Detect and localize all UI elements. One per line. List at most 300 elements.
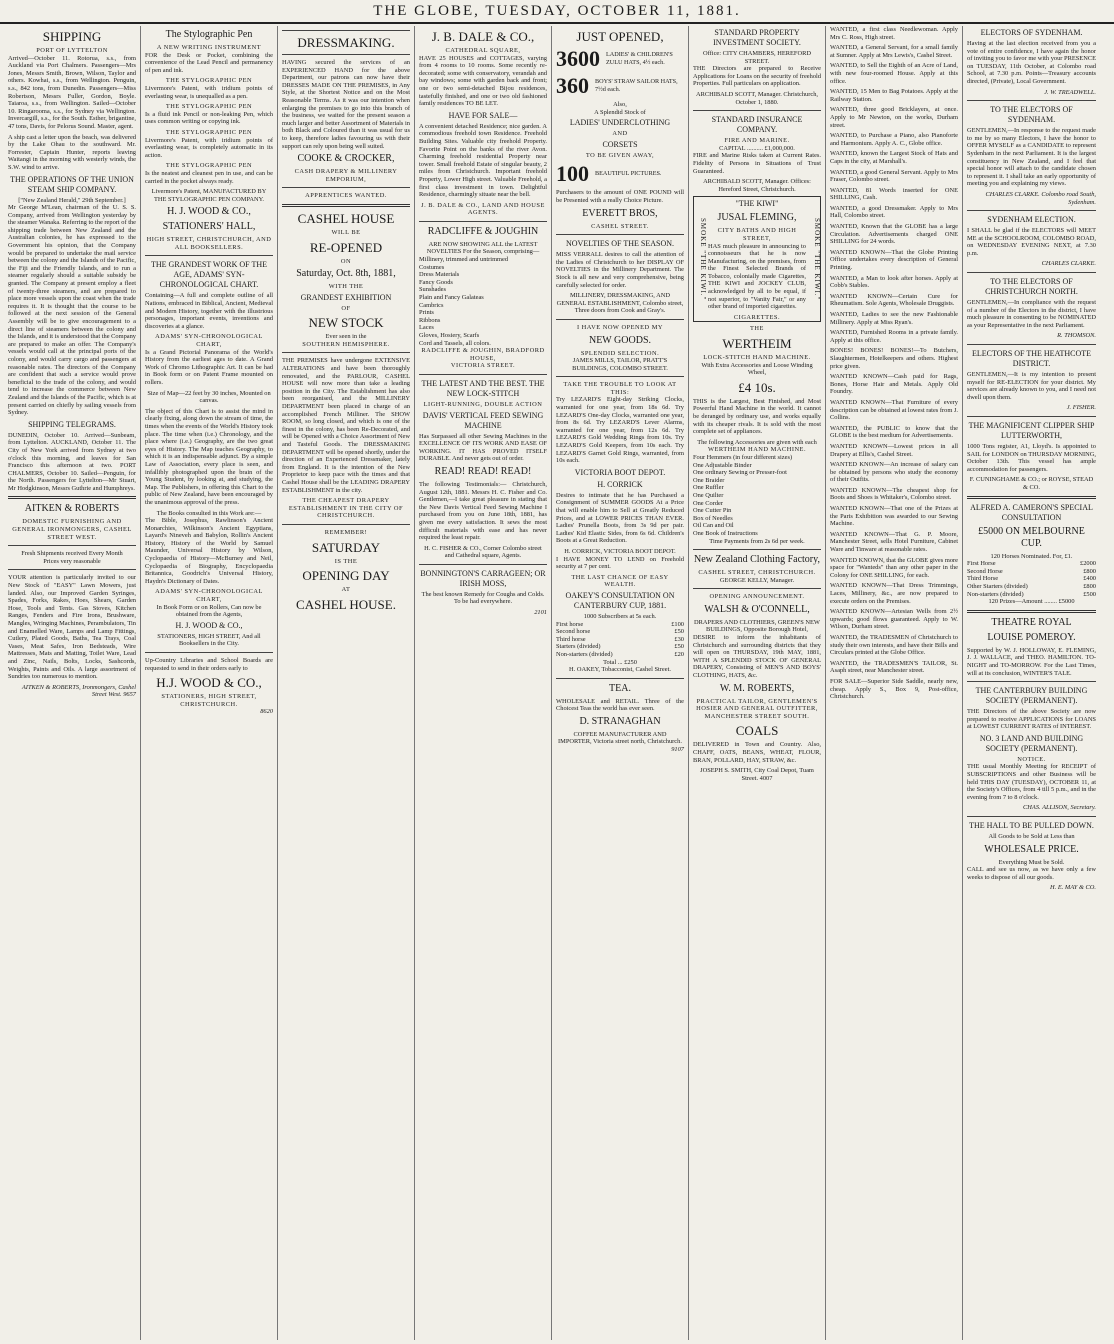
divider [419, 221, 547, 222]
on-label: ON [340, 257, 352, 265]
divider [967, 272, 1096, 273]
divider [693, 549, 821, 550]
prize-label: Second Horse [967, 567, 1003, 575]
divider [967, 100, 1096, 101]
column-8 [963, 26, 1100, 1340]
divider [8, 545, 136, 546]
aitken-fresh: Fresh Shipments received Every Month [21, 550, 123, 558]
remember: REMEMBER! [324, 528, 368, 536]
pen-title: The Stylographic Pen [165, 29, 253, 40]
list-item: Ribbons [419, 316, 441, 324]
allison-signature: CHAS. ALLISON, Secretary. [1023, 804, 1096, 812]
standard-title: STANDARD PROPERTY INVESTMENT SOCIETY. [713, 28, 801, 47]
wanted-ad: WANTED, a good General Servant. Apply to Mrs Fraser, Colombo street. [830, 168, 958, 184]
southern-hemisphere: SOUTHERN HEMISPHERE. [302, 340, 390, 348]
davis-text: Has Surpassed all other Sewing Machines in the EXCELLENCE OF ITS WORK AND EASE OF WORKING. IT HAS PROVED ITSELF DURABLE. And never gets out of order. [419, 432, 547, 463]
lezard-text: Try LEZARD'S Eight-day Striking Clocks, warranted for one year, from 18s 6d. Try LEZARD'S One-day Clocks, warranted one year, from 8s 6d. Try LEZARD'S Lever Alarms, warranted for one year, from 12s 6d. Try LEZARD'S Gold Wedding Rings from 10s. Try LEZARD'S Gold Keepers, from 10s each. Try LEZARD'S Garnet Gold Rings, warranted, from 10s each. [556, 396, 684, 465]
wanted-ad: WANTED KNOWN—An increase of salary can be obtained by persons who study the economy of their Outfits. [830, 461, 958, 484]
list-item: Four Hemmers (in four different sizes) [693, 453, 793, 461]
shipping-heading: SHIPPING [42, 29, 102, 44]
list-item: Costumes [419, 263, 445, 271]
prize-amount: £2000 [1080, 560, 1096, 568]
prize-amount: £500 [1083, 590, 1096, 598]
kiwi-title: "THE KIWI" [735, 199, 779, 209]
theatre-sub: LOUISE POMEROY. [987, 631, 1076, 643]
nz-address: CASHEL STREET, CHRISTCHURCH. [698, 569, 816, 577]
list-item: One Corder [693, 499, 723, 507]
table-row [967, 560, 1096, 568]
ops-source: ["New Zealand Herald," 29th September.] [18, 196, 126, 204]
wood-sub: STATIONERS' HALL, [162, 221, 256, 233]
fisher-signature: H. C. FISHER & CO., Corner Colombo street and Cathedral square, Agents. [424, 544, 542, 560]
list-item: Oil Can and Oil [693, 522, 734, 530]
corrick-text: Desires to intimate that he has Purchased a Consignment of SUMMER GOODS At a Price that will enable him to Sell at Greatly Reduced Prices, and at LOWER PRICES THAN EVER. Ladies' Prunella Boots, from 3s 9d per pair. Ladies' Kid Elastic Sides, from 6s 6d. Children's Boots at a Great Reduction. [556, 491, 684, 545]
reopen-date: Saturday, Oct. 8th, 1881, [296, 268, 396, 280]
wanted-ad: WANTED KNOWN—Cash paid for Rags, Bones, Horse Hair and Metals. Apply Old Foundry. [830, 373, 958, 396]
victoria-boot-depot: VICTORIA BOOT DEPOT. [574, 467, 666, 477]
novelties-title: NOVELTIES OF THE SEASON. [565, 239, 674, 249]
walsh-sub: DRAPERS AND CLOTHIERS, GREEN'S NEW BUILDINGS, Opposite Borough Hotel, [694, 618, 820, 634]
bonnington-title: BONNINGTON'S CARRAGEEN; OR IRISH MOSS, [420, 568, 546, 588]
list-item: Box of Needles [693, 514, 733, 522]
smith-signature: JOSEPH S. SMITH, City Coal Depot, Tuam Street. 4007 [700, 767, 814, 782]
cooke-title: COOKE & CROCKER, [297, 153, 395, 165]
prize-label: First Horse [967, 560, 996, 568]
pen-sub: A NEW WRITING INSTRUMENT [156, 44, 262, 51]
insurance-signature: ARCHIBALD SCOTT, Manager. Offices: Hereford Street, Christchurch. [703, 178, 811, 193]
list-item: Sunshades [419, 286, 446, 294]
ops-text: Mr George M'Lean, chairman of the U. S. S. Company, arrived from Wellington yesterday by the steamer Wanaka. Referring to the report of the shipping trade between New Zealand and the Australian colonies, he has expressed to the Government his opinion, that the Company would be prepared to undertake the mail service between the colony and the Islands of the Pacific, the Fiji and the Friendly Islands, and to run a steamer regularly should a suitable subsidy be granted. The Company at present employ a fleet of twenty-three steamers, and are prepared to place more vessels upon the coast when the trade requires it. It is thought that the course to be followed at the next session of the General Assembly will be to give encouragement to a direct line of steamers between the colony and the Islands, and it is understood that the Company are prepared to make an offer. The Company's vessels would call at the principal ports of the colony, and would carry cargo and passengers at reasonable rates. The directors of the Company are confident that such a service would prove beneficial to the trade of the colony, and would tend to increase the commerce between New Zealand and the Islands of the Pacific, which is at present carried on chiefly by sailing vessels from Sydney. [8, 204, 137, 417]
everett-address: CASHEL STREET. [591, 222, 649, 230]
radcliffe-list [419, 256, 547, 347]
insurance-title: STANDARD INSURANCE COMPANY. [711, 115, 803, 135]
corrick-title: H. CORRICK [597, 479, 643, 489]
divider [8, 569, 136, 570]
meet-text: I SHALL be glad if the ELECTORS will MEET ME at the SCHOOLROOM, COLOMBO ROAD, on WEDNESDAY EVENING NEXT, at 7.30 p.m. [967, 227, 1096, 257]
treadwell-signature: J. W. TREADWELL. [1044, 88, 1096, 96]
sydenham-title: ELECTORS OF SYDENHAM. [980, 28, 1083, 37]
divider [282, 30, 410, 31]
everett-title: EVERETT BROS, [582, 207, 658, 219]
column-2 [141, 26, 278, 1340]
divider [556, 319, 684, 320]
given-away: TO BE GIVEN AWAY, [585, 151, 655, 159]
pen-text: FOR the Desk or Pocket, combining the convenience of the Lead Pencil and permanency of pen and ink. [145, 51, 273, 74]
wanted-ad: WANTED, three good Bricklayers, at once. Apply to Mr Newton, on the works, Durham street. [830, 106, 958, 129]
wanted-ad: WANTED, Furnished Rooms in a private family. Apply at this office. [830, 329, 958, 344]
roberts-title: W. M. ROBERTS, [719, 682, 795, 694]
canterbury-text: THE Directors of the above Society are now prepared to receive APPLICATIONS for LOANS at LOWEST CURRENT RATES of INTEREST. [967, 708, 1096, 731]
take-trouble: TAKE THE TROUBLE TO LOOK AT THIS: [563, 381, 677, 396]
novelties-text: MISS VERRALL desires to call the attention of the Ladies of Christchurch to her DISPLAY OF NOVELTIES in the Millinery Department. The Stock is all new and very comprehensive, being carefully selected for order. [556, 251, 684, 289]
pen-repeat-2: THE STYLOGRAPHIC PEN [165, 103, 253, 111]
table-row [967, 568, 1096, 576]
radcliffe-sign: RADCLIFFE & JOUGHIN, BRADFORD HOUSE, [421, 347, 545, 362]
cashel-text: THE PREMISES have undergone EXTENSIVE ALTERATIONS and have been thoroughly renovated, and the PARLOUR, CASHEL HOUSE will now more than take a leading position in the City. The Establishment has also been reorganised, and the MILLINERY DEPARTMENT been placed in charge of an accomplished French Milliner. The SHOW ROOM, so long closed, and which is one of the finest in the colony, has been Re-Decorated, and will be Opened with a Choice Assortment of New and Tasteful Goods. The DRESSMAKING DEPARTMENT will be opened shortly, under the direction of an Experienced Dressmaker, lately from England. It is the intention of the New Proprietor to keep pace with the times and that Cashel House shall be the LEADING DRAPERY ESTABLISHMENT in the city. [282, 357, 410, 494]
wanted-ad: FOR SALE—Superior Side Saddle, nearly new, cheap. Apply S., Box 9, Post-office, Christchurch. [830, 677, 958, 701]
cameron-title: ALFRED A. CAMERON'S SPECIAL CONSULTATION [970, 502, 1093, 522]
list-item: One Braider [693, 476, 725, 484]
column-5 [552, 26, 689, 1340]
with-the: WITH THE [328, 283, 364, 291]
oakey-title: OAKEY'S CONSULTATION ON CANTERBURY CUP, 1881. [565, 590, 675, 610]
fisher-signature: J. FISHER. [1066, 404, 1096, 412]
wholesale-price: WHOLESALE PRICE. [984, 843, 1079, 855]
stranaghan-sub: COFFEE MANUFACTURER AND IMPORTER, Victoria street north, Christchurch. [558, 730, 682, 746]
prize-amount: £400 [1083, 575, 1096, 583]
wanted-ad: WANTED, the PUBLIC to know that the GLOBE is the best medium for Advertisements. [830, 424, 958, 440]
dressmaking-text: HAVING secured the services of an EXPERIENCED HAND for the above Department, our patrons can now have their DRESSES MADE ON THE PREMISES, in Any Style, at the Shortest Notice and on the Most Reasonable Terms. As it was our intention when enlarging the premises to go into this branch of the business, we waited for the present season a much larger and better Assortment of Materials in both Black and Coloured than it was usual for us to keep, therefore ladies favouring us with their support can rely upon being well suited. [282, 59, 410, 150]
thomson-signature: R. THOMSON. [1057, 332, 1096, 340]
accessories-list [693, 454, 821, 538]
divider [967, 416, 1096, 417]
heathcote-text: GENTLEMEN,—It is my intention to present myself for RE-ELECTION for your district. My services are already known to you, and I need not dwell upon them. [967, 371, 1096, 401]
wood-big-sub: STATIONERS, HIGH STREET, CHRISTCHURCH. [161, 693, 257, 708]
radcliffe-title: RADCLIFFE & JOUGHIN [427, 225, 539, 237]
wanted-ad: WANTED, Known that the GLOBE has a large Circulation. Advertisements charged ONE SHILLING for 24 words. [830, 223, 958, 246]
number-360: 360 [556, 73, 589, 98]
chart-desc: Is a Grand Pictorial Panorama of the World's History from the earliest ages to date. A Grand Work of Chromo Lithographic Art. It can be had in Book form or on Patent Frame mounted on rollers. [145, 348, 273, 386]
canterbury-title: THE CANTERBURY BUILDING SOCIETY (PERMANENT). [975, 686, 1088, 706]
divider [419, 374, 547, 375]
wertheim-the: THE [750, 325, 764, 333]
list-item: One Ruffler [693, 484, 724, 492]
sydenham2-text: GENTLEMEN,—In response to the request made to me by so many Electors, I have the honor to OFFER MYSELF as a CANDIDATE to represent Sydenham in the next Parliament. It is the largest constituency in New Zealand, and I feel that special honor will attach to the candidate chosen to represent it. I shall take an early opportunity of meeting you and explaining my views. [967, 127, 1096, 188]
tea-title: TEA. [609, 682, 631, 694]
wanted-ad: WANTED, 81 Words inserted for ONE SHILLING, Cash. [830, 186, 958, 202]
also: Also, [613, 101, 627, 108]
dressmaking-title: DRESSMAKING. [297, 35, 395, 50]
prize-amount: £800 [1083, 567, 1096, 575]
wanted-ad: WANTED, a Man to look after horses. Apply at Cobb's Stables. [830, 274, 958, 290]
bonnington-text: The best known Remedy for Coughs and Colds. To be had everywhere. [421, 590, 545, 606]
walsh-title: WALSH & O'CONNELL, [704, 603, 810, 615]
oakey-total: Total ... £250 [603, 658, 637, 666]
standard-office: Office: CITY CHAMBERS, HEREFORD STREET. [703, 50, 811, 65]
at-label: AT [341, 586, 351, 594]
nz-clothing: New Zealand Clothing Factory, [694, 554, 820, 566]
aitken-title: AITKEN & ROBERTS [24, 503, 120, 515]
sydenham2-title: TO THE ELECTORS OF SYDENHAM. [990, 105, 1073, 125]
wanted-ad: WANTED KNOWN, that the GLOBE gives more space for "Wanteds" than any other paper in the Colony for ONE SHILLING, for each. [830, 556, 958, 579]
splendid-stock: A Splendid Stock of [594, 108, 646, 116]
divider [8, 496, 136, 499]
last-chance: THE LAST CHANCE OF EASY WEALTH. [571, 573, 669, 589]
divider [693, 110, 821, 111]
wanted-ad: BONES! BONES! BONES!—To Butchers, Slaughtermen, Hotelkeepers and others. Highest price given. [830, 347, 958, 370]
clipper-title: THE MAGNIFICENT CLIPPER SHIP LUTTERWORTH, [968, 421, 1095, 440]
cheapest: THE CHEAPEST DRAPERY ESTABLISHMENT IN THE CITY OF CHRISTCHURCH. [288, 497, 404, 520]
wanted-ad: WANTED KNOWN—That the Globe Printing Office undertakes every description of General Printing. [830, 248, 958, 272]
wanted-ad: WANTED, the TRADESMEN'S TAILOR, St. Asaph street, near Manchester street. [830, 659, 958, 675]
lockstitch-sub: LIGHT-RUNNING, DOUBLE ACTION [423, 400, 543, 408]
oakey-sub: 1000 Subscribers at 5s each. [583, 612, 657, 620]
divider [967, 210, 1096, 211]
column-4 [415, 26, 552, 1340]
call-text: CALL and see us now, as we have only a few weeks to dispose of all our goods. [967, 866, 1096, 881]
ops-heading: THE OPERATIONS OF THE UNION STEAM SHIP COMPANY. [10, 174, 134, 194]
chart-body: The object of this Chart is to assist the mind in clearly fixing, along down the stream of time, the times when the events of the World's History took place. The time when (i.e.) Chronology, and the place where (i.e.) Geography, are the two great eyes of History. The Map teaches Geography, to which it is an indispensable adjunct. By a simple Law of Association, every place is seen, and infallibly photographed upon the brain of the Young Student, by looking at, and studying, the Map. The Publishers, in offering this Chart to the public of New Zealand, have been encouraged by the unanimous approval of the press. [145, 407, 273, 506]
list-item: One Adjustable Binder [693, 461, 752, 469]
list-item: Plain and Fancy Galateas [419, 294, 484, 302]
chart-books-title: The Books consulted in this Work are:— [156, 509, 262, 517]
divider [967, 496, 1096, 499]
column-6 [689, 26, 826, 1340]
dale-title: J. B. DALE & CO., [431, 29, 535, 44]
divider [282, 54, 410, 55]
kiwi-side-left: SMOKE "THE KIWI." [699, 218, 707, 301]
lockstitch-title: THE LATEST AND THE BEST. THE NEW LOCK-STITCH [421, 378, 545, 398]
divider [282, 204, 410, 207]
sale-items: A convenient detached Residence; nice garden. A commodious freehold town Residence. Freehold Building Sites. Valuable city freehold Property. Favorite Point on the banks of the river Avon. Charming freehold residential Property near tower. Small freehold Estate of singular beauty, 2 miles from Christchurch. Important freehold Property, Lower High street. Valuable Freehold, a first class investment in town. Delightful Residence, charmingly situate near the bell. [419, 122, 547, 199]
meet-title: SYDENHAM ELECTION. [987, 215, 1076, 225]
dale-sub: CATHEDRAL SQUARE, [445, 47, 521, 54]
land-title: NO. 3 LAND AND BUILDING SOCIETY (PERMANENT). [979, 733, 1084, 753]
ever-seen: Ever seen in the [325, 333, 367, 341]
wanted-ad: WANTED, a General Servant, for a small family at Sumner. Apply at Mrs Lewis's, Cashel Street. [830, 44, 958, 59]
wanted-ad: WANTED, to Sell the Eighth of an Acre of Land, with new four-roomed House. Apply at this office. [830, 62, 958, 85]
table-row [556, 643, 684, 651]
prize-amount: £30 [674, 635, 684, 643]
verrall-signature: MILLINERY, DRESSMAKING, AND GENERAL ESTABLISHMENT, Colombo street, Three doors from Cook and Gray's. [556, 292, 684, 315]
prize-label: Starters (divided) [556, 643, 601, 651]
meet-signature: CHARLES CLARKE. [1041, 260, 1096, 268]
aitken-text: YOUR attention is particularly invited to our New Stock of "EASY" Lawn Mowers, just landed. Also, our Improved Garden Syringes, Spades, Forks, Rakes, Hoes, Shears, Garden Hose, Tools and Tents. Gas Stoves, Kitchen Ranges, Fenders and Fire Irons, Brushware, Mangles, Wringing Machines, Perambulators, Tin and Enamelled Ware, Lamps and Lamp Fittings, Cutlery, Plated Goods, Baths, Tea Trays, Coal Vases, Meat Safes, Iron Bedsteads, Wire Mattresses, Mats and Matting, Toilet Ware, Lead and Zinc, Nails, Bolts, Locks, Sashcords, Weights, Paints and Oils. A large assortment of Sundries too numerous to mention. [8, 574, 136, 681]
chart-books: The Bible, Josephus, Rawlinson's Ancient Monarchies, Wilkinson's Ancient Egyptians, Layard's Nineveh and Babylon, Rollin's Ancient History, History of the World by Samuel Maunder, Universal History by Wilson, Cyclopaedia of History—McBurney and Neil, Cyclopaedia of Biography, Encyclopaedia Britannica, Goodrich's Universal History, Haydn's Dictionary of Dates. [145, 517, 273, 585]
table-row [556, 621, 684, 629]
time-payment: Time Payments from 2s 6d per week. [709, 537, 805, 545]
wanted-ad: WANTED, known the Largest Stock of Hats and Caps in the city, at Marshall's. [830, 150, 958, 165]
wood-title: H. J. WOOD & CO., [167, 206, 251, 218]
prize-label: Third horse [556, 635, 586, 643]
wertheim-price: £4 10s. [738, 379, 776, 395]
bonnington-number: 2101 [534, 609, 547, 617]
wertheim-sub: LOCK-STITCH HAND MACHINE. [703, 354, 811, 362]
wanted-ad: WANTED, Ladies to see the new Fashionable Millinery. Apply at Miss Ryan's. [830, 311, 958, 326]
wanted-ad: WANTED KNOWN—Lowest prices in all Drapery at Ellis's, Cashel Street. [830, 442, 958, 458]
wanted-ad: WANTED, 15 Men to Bag Potatoes. Apply at the Railway Station. [830, 88, 958, 103]
prize-amount: £50 [674, 643, 684, 651]
hall-text: All Goods to be Sold at Less than [988, 833, 1075, 841]
divider [282, 524, 410, 525]
stranaghan-number: 9107 [671, 746, 684, 754]
will-be: WILL BE [331, 228, 361, 236]
standard-text: THE Directors are prepared to Receive Applications for Loans on the security of freehold Properties. Full particulars on application. [693, 65, 821, 88]
wanted-list [830, 26, 958, 701]
column-7 [826, 26, 963, 1340]
kiwi-name: JUSAL FLEMING, [717, 212, 797, 224]
telegrams-heading: SHIPPING TELEGRAMS. [28, 419, 116, 429]
number-row-360 [556, 74, 684, 98]
pen-repeat-1: THE STYLOGRAPHIC PEN [165, 77, 253, 85]
new-stock: NEW STOCK [308, 315, 384, 331]
splendid-selection: SPLENDID SELECTION. [580, 349, 660, 357]
wanted-ad: WANTED KNOWN—The cheapest shop for Boots and Shoes is Whitaker's, Colombo street. [830, 486, 958, 502]
prize-label: Third Horse [967, 575, 999, 583]
table-row [556, 651, 684, 659]
table-row [967, 583, 1096, 591]
wood-address: HIGH STREET, CHRISTCHURCH, AND ALL BOOKSELLERS. [146, 236, 272, 251]
wanted-ad: WANTED, a good Dressmaker. Apply to Mrs Hall, Colombo street. [830, 204, 958, 220]
grandest-exhibition: GRANDEST EXHIBITION [300, 292, 392, 302]
wanted-ad: WANTED, the TRADESMEN of Christchurch to study their own interests, and have their Bills and Circulars printed at the Globe Office. [830, 633, 958, 657]
hall-title: THE HALL TO BE PULLED DOWN. [969, 821, 1094, 831]
prize-label: Non-starters (divided) [967, 590, 1024, 598]
list-item: One Cutter Pin [693, 507, 732, 515]
chart-title: THE GRANDEST WORK OF THE AGE, ADAMS' SYN-CHRONOLOGICAL CHART. [150, 260, 267, 290]
wanted-ad: WANTED KNOWN—That Dress Trimmings, Laces, Millinery, &c., are now prepared to execute orders on the Premises. [830, 582, 958, 605]
cunningham-signature: F. CUNINGHAME & CO.; or ROYSE, STEAD & CO. [969, 476, 1094, 491]
roberts-sub: PRACTICAL TAILOR, GENTLEMEN'S HOSIER AND GENERAL OUTFITTER, MANCHESTER STREET SOUTH. [696, 697, 818, 720]
walsh-text: DESIRE to inform the inhabitants of Christchurch and surrounding districts that they will open on THURSDAY, 19th MAY, 1881, WITH A SPLENDID STOCK OF GENERAL DRAPERY, Consisting of MEN'S AND BOYS' CLOTHING, HATS, &c. [693, 634, 821, 680]
table-row [556, 628, 684, 636]
prize-label: Non-starters (divided) [556, 650, 613, 658]
divider [556, 234, 684, 235]
corrick-signature: H. CORRICK, VICTORIA BOOT DEPOT. [564, 547, 676, 555]
cooke-sub: CASH DRAPERY & MILLINERY EMPORIUM, [294, 168, 398, 183]
money-to-lend: I HAVE MONEY TO LEND on Freehold security at 7 per cent. [556, 555, 684, 571]
wood-big: H.J. WOOD & CO., [156, 675, 262, 691]
victoria-street: VICTORIA STREET. [450, 362, 516, 370]
divider [693, 588, 821, 589]
cameron-prize-table [967, 560, 1096, 598]
opening-day: OPENING DAY [302, 568, 390, 584]
prize-label: Second horse [556, 628, 591, 636]
dale-address: J. B. DALE & CO., LAND AND HOUSE AGENTS. [421, 201, 545, 217]
wanted-ad: WANTED, a first class Needlewoman. Apply Mrs C. Ross, High street. [830, 26, 958, 41]
insurance-text: FIRE and Marine Risks taken at Current Rates. Fidelity of Persons in Situations of Trust Guaranteed. [693, 152, 821, 175]
list-item: One Quilter [693, 491, 724, 499]
list-item: Dress Materials [419, 271, 460, 279]
divider [967, 816, 1096, 817]
prize-amount: £50 [674, 628, 684, 636]
number-360-text: BOYS' STRAW SAILOR HATS, 7½d each. [595, 78, 678, 93]
telegrams-text: DUNEDIN, October 10. Arrived—Sunbeam, from Lyttelton. AUCKLAND, October 11. The City of New York arrived from Sydney at two o'clock this morning, and leaves for San Francisco this afternoon at two. PORT CHALMERS, October 10. Sailed—Penguin, for the North. Passengers for Lyttelton—Mr Stuart, Mr Hodgkinson, Messrs Guthrie and Humphreys. [8, 431, 136, 492]
shipping-text: Arrived—October 11. Rotorua, s.s., from Auckland via Port Chalmers. Passengers—Mrs Jones, Messrs Smith, Brown, Wilson, Taylor and others. Kowhai, s.s., from Wellington. Penguin, s.s., 842 tons, from Dunedin. Passengers—Miss Robertson, Messrs Fuller, Gordon, Boyle. Taiaroa, s.s., from Wellington. Sailed—October 10. Ringarooma, s.s., for Sydney via Wellington. Invercargill, s.s., for the South. Esther, brigantine, 47 tons, Davis, for Pelorus Sound. Master, agent. [8, 54, 136, 130]
list-item: Millinery, trimmed and untrimmed [419, 256, 509, 264]
new-goods-intro: I HAVE NOW OPENED MY [576, 323, 664, 331]
masthead: THE GLOBE, TUESDAY, OCTOBER 11, 1881. [0, 0, 1114, 24]
standard-signature: ARCHIBALD SCOTT, Manager. Christchurch, October 1, 1880. [696, 90, 818, 106]
adams-sold: In Book Form or on Rollers, Can now be obtained from the Agents, [156, 603, 262, 619]
wertheim-text: THIS is the Largest, Best Finished, and Most Powerful Hand Machine in the world. It cannot be deranged by ordinary use, and works equally with its cheaper rivals. It is sold with the most complete set of appliances. [693, 397, 821, 436]
divider [282, 352, 410, 353]
just-opened: JUST OPENED, [576, 29, 664, 44]
adams-repeat: ADAMS' SYN-CHRONOLOGICAL CHART, [155, 588, 263, 604]
list-item: Cord and Tassels, all colors. [419, 339, 491, 347]
mills-signature: JAMES MILLS, TAILOR, PRATT'S BUILDINGS, COLOMBO STREET. [572, 357, 668, 372]
wertheim-cover: With Extra Accessories and Loose Winding Wheel, [701, 361, 813, 377]
cashel-house-end: CASHEL HOUSE. [296, 596, 396, 612]
column-3 [278, 26, 415, 1340]
cashel-title: CASHEL HOUSE [297, 210, 395, 226]
prize-amount: £20 [674, 650, 684, 658]
pen-note-1: Livermore's Patent, with iridium points of everlasting wear, is unequalled as a pen. [145, 84, 273, 100]
theatre-title: THEATRE ROYAL [991, 616, 1072, 628]
notice-text: THE usual Monthly Meeting for RECEIPT of SUBSCRIPTIONS and other Business will be held THIS DAY (TUESDAY), OCTOBER 11, at the Society's Offices, from 4 till 5 p.m., and in the evening from 7 to 8 o'clock. [967, 763, 1096, 801]
divider [419, 564, 547, 565]
insurance-sub: FIRE AND MARINE. [724, 137, 790, 145]
sydenham-text: Having at the last election received from you a vote of entire confidence, I have again the honor of inviting you to favor me with your PRESENCE on TUESDAY, 11th October, at Colombo road School, at 7.30 p.m. Points—Treasury accounts directed, (Private), Local Government. [967, 40, 1096, 85]
list-item: Fancy Goods [419, 278, 453, 286]
wanted-ad: WANTED KNOWN—That Furniture of every description can be obtained at lowest rates from J. Collins. [830, 398, 958, 422]
divider [556, 376, 684, 377]
table-row [967, 591, 1096, 599]
pen-note-4: Is the neatest and cleanest pen in use, and can be carried in the pocket always ready. [145, 169, 273, 185]
list-item: Cambrics [419, 301, 444, 309]
coals-title: COALS [735, 723, 779, 739]
wood-number: 8620 [260, 708, 273, 716]
cameron-sub: £5000 ON MELBOURNE CUP. [978, 525, 1085, 549]
theatre-text: Supported by W. J. HOLLOWAY, E. FLEMING, J. J. WALLACE, and THEO. HAMILTON. TO-NIGHT and TO-MORROW. For the Last Times, will at its conclusion, WINTER'S TALE. [967, 646, 1096, 677]
agents-note: Up-Country Libraries and School Boards are requested to send in their orders early to [145, 657, 273, 672]
divider [967, 681, 1096, 682]
read-text: The following Testimonials:— Christchurch, August 12th, 1881. Messrs H. C. Fisher and Co. Gentlemen,—I take great pleasure in stating that the New Davis Vertical Feed Sewing Machine I purchased from you on June 18th, 1881, has given me every satisfaction. It sews the most difficult materials with ease and has never required the least repair. [419, 480, 547, 542]
number-row-100 [556, 162, 684, 186]
newspaper-columns [4, 26, 1110, 1340]
notice: NOTICE. [1017, 755, 1046, 763]
oakey-signature: H. OAKEY, Tobacconist, Cashel Street. [569, 666, 671, 674]
cameron-total: 120 Prizes—Amount ........ £5000 [988, 598, 1075, 606]
wertheim-hand: WERTHEIM HAND MACHINE. [707, 446, 807, 454]
tea-text: WHOLESALE and RETAIL. Three of the Choicest Teas the world has ever seen. [556, 697, 684, 713]
wood-repeat-address: STATIONERS, HIGH STREET, And all Booksellers in the City. [157, 632, 261, 648]
wanted-ad: WANTED KNOWN—That G. P. Moore, Manchester Street, sells Hotel Furniture, Cabinet Ware and Tinware at reasonable rates. [830, 530, 958, 554]
apprentices-wanted: APPRENTICES WANTED. [305, 192, 387, 200]
divider [145, 255, 273, 256]
new-goods: NEW GOODS. [588, 334, 652, 346]
everything-sold: Everything Must be Sold. [998, 858, 1065, 866]
ship-note: A ship cast a letter upon the beach, was delivered by the Lake Ohau to the southward. Mr. Forrester, Captain Hunter, reports leaving Waitangi in the morning with westerly winds, the S.W. wind to arrive. [8, 133, 136, 171]
christchurch-text: GENTLEMEN,—In compliance with the request of a number of the Electors in the district, I have much pleasure in consenting to be NOMINATED as your Representative in the next Parliament. [967, 299, 1096, 329]
wanted-ad: WANTED KNOWN—That one of the Prizes at the Paris Exhibition was awarded to our Sewing Machine. [830, 505, 958, 528]
capital: CAPITAL .......... £1,000,000. [719, 144, 795, 152]
kiwi-text: HAS much pleasure in announcing to connoisseurs that he is now Manufacturing, on the premises, from the Finest Selected Brands of Tobacco, colonially made Cigarettes, THE KIWI and JOCKEY CLUB, acknowledged by all to be equal, if not superior, to "Vanity Fair," or any other brand of imported cigarettes. [708, 242, 806, 311]
number-row-3600 [556, 47, 684, 71]
read-read: READ! READ! READ! [434, 465, 532, 477]
reopened: RE-OPENED [309, 239, 383, 255]
kiwi-footer: CIGARETTES. [733, 313, 781, 321]
pen-maker: Livermore's Patent, MANUFACTURED BY THE STYLOGRAPHIC PEN COMPANY. [151, 188, 267, 203]
saturday: SATURDAY [311, 539, 381, 555]
list-item: One Book of Instructions [693, 529, 758, 537]
chart-sub: ADAMS' SYN-CHRONOLOGICAL CHART, [155, 333, 263, 349]
coals-text: DELIVERED in Town and Country. Also, CHAFF, OATS, BEANS, WHEAT, FLOUR, BRAN, POLLARD, HAY, STRAW, &c. [693, 741, 821, 764]
shipping-subheading: PORT OF LYTTELTON [36, 47, 108, 54]
prize-amount: £100 [671, 620, 684, 628]
christchurch-title: TO THE ELECTORS OF CHRISTCHURCH NORTH. [985, 277, 1078, 297]
aitken-signature: AITKEN & ROBERTS, Ironmongers, Cashel Street West. 9657 [21, 683, 136, 699]
divider [967, 344, 1096, 345]
may-signature: H. E. MAY & CO. [1050, 884, 1096, 892]
list-item: Prints [419, 309, 434, 317]
stranaghan-title: D. STRANAGHAN [579, 715, 661, 727]
aitken-prices: Prices very reasonable [43, 557, 101, 565]
chart-size: Size of Map—22 feet by 30 inches, Mounted on canvas. [147, 389, 271, 405]
prize-label: Other Starters (divided) [967, 582, 1028, 590]
pen-note-2: Is a fluid ink Pencil or non-leaking Pen, which uses common writing or copying ink. [145, 110, 273, 126]
wanted-ad: WANTED KNOWN—Certain Cure for Rheumatism. Sole Agents, Wholesale Druggists. [830, 292, 958, 308]
wanted-ad: WANTED, to Purchase a Piano, also Pianoforte and Harmonium. Apply A. C., Globe office. [830, 132, 958, 147]
opening-announcement: OPENING ANNOUNCEMENT. [709, 593, 805, 601]
list-item: Gloves, Hosiery, Scarfs [419, 332, 480, 339]
kiwi-advert [693, 196, 821, 322]
kiwi-side-right: SMOKE "THE KIWI." [813, 218, 821, 301]
underclothing: LADIES' UNDERCLOTHING [569, 118, 671, 128]
corsets: CORSETS [602, 139, 638, 149]
pen-note-3: Livermore's Patent, with iridium points of everlasting wear, is completely automatic in its action. [145, 136, 273, 159]
aitken-sub: DOMESTIC FURNISHING AND GENERAL IRONMONGERS, CASHEL STREET WEST. [12, 518, 132, 541]
